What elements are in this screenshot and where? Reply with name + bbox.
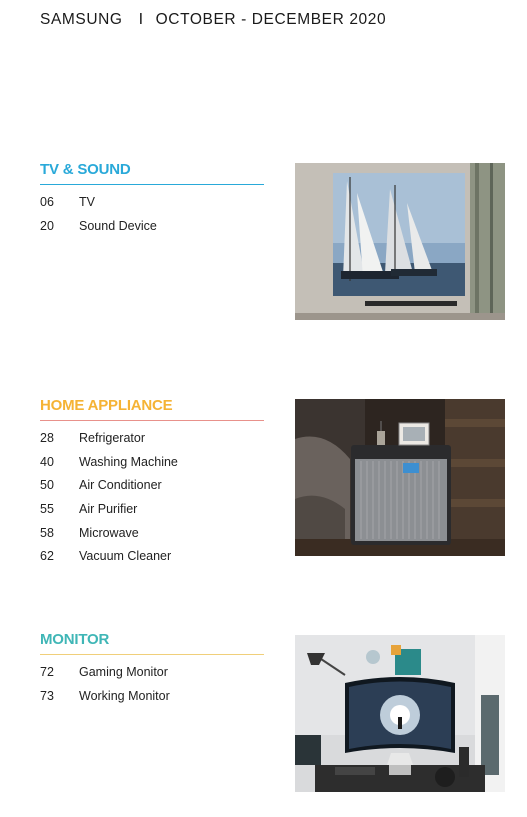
- section-title: MONITOR: [40, 631, 110, 648]
- toc-item-tv[interactable]: [40, 193, 264, 217]
- toc-item-microwave[interactable]: [40, 524, 264, 548]
- page-header: [40, 11, 386, 29]
- toc-page-number: 62: [40, 549, 54, 564]
- toc-item-refrigerator[interactable]: [40, 429, 264, 453]
- toc-page-number: 50: [40, 478, 54, 493]
- toc-label: Vacuum Cleaner: [79, 549, 172, 564]
- toc-label: Air Purifier: [79, 502, 138, 517]
- tv-sailboat-wall-photo: [295, 163, 505, 320]
- header-separator: I: [138, 11, 144, 28]
- toc-item-air-conditioner[interactable]: [40, 476, 264, 500]
- toc-label: Washing Machine: [79, 454, 178, 469]
- toc-label: Working Monitor: [79, 688, 170, 703]
- toc-label: Microwave: [79, 525, 139, 540]
- toc-item-working-monitor[interactable]: [40, 687, 264, 711]
- toc-item-washing-machine[interactable]: [40, 453, 264, 477]
- section-rule: [40, 184, 264, 185]
- toc-list: [40, 429, 264, 571]
- toc-label: TV: [79, 195, 95, 209]
- toc-item-vacuum-cleaner[interactable]: [40, 547, 264, 571]
- toc-page-number: 73: [40, 688, 54, 703]
- section-rule: [40, 420, 264, 421]
- header-period: OCTOBER - DECEMBER 2020: [155, 11, 387, 28]
- toc-page-number: 40: [40, 454, 54, 469]
- toc-label: Air Conditioner: [79, 478, 162, 493]
- brand-name: SAMSUNG: [40, 11, 123, 28]
- toc-label: Gaming Monitor: [79, 665, 168, 679]
- toc-item-sound-device[interactable]: [40, 217, 264, 241]
- toc-page-number: 20: [40, 218, 54, 233]
- section-title: HOME APPLIANCE: [40, 397, 173, 414]
- toc-page-number: 72: [40, 665, 54, 679]
- toc-item-gaming-monitor[interactable]: [40, 663, 264, 687]
- toc-page-number: 06: [40, 195, 54, 209]
- toc-label: Refrigerator: [79, 431, 145, 445]
- section-rule: [40, 654, 264, 655]
- toc-item-air-purifier[interactable]: [40, 500, 264, 524]
- toc-list: [40, 193, 264, 240]
- bedside-fridge-photo: [295, 399, 505, 556]
- section-title: TV & SOUND: [40, 161, 131, 178]
- toc-label: Sound Device: [79, 218, 157, 233]
- section-tv-sound: [40, 161, 264, 240]
- toc-page-number: 55: [40, 502, 54, 517]
- section-monitor: [40, 631, 264, 710]
- toc-page-number: 28: [40, 431, 54, 445]
- toc-list: [40, 663, 264, 710]
- toc-page-number: 58: [40, 525, 54, 540]
- curved-gaming-monitor-photo: [295, 635, 505, 792]
- section-home-appliance: [40, 397, 264, 571]
